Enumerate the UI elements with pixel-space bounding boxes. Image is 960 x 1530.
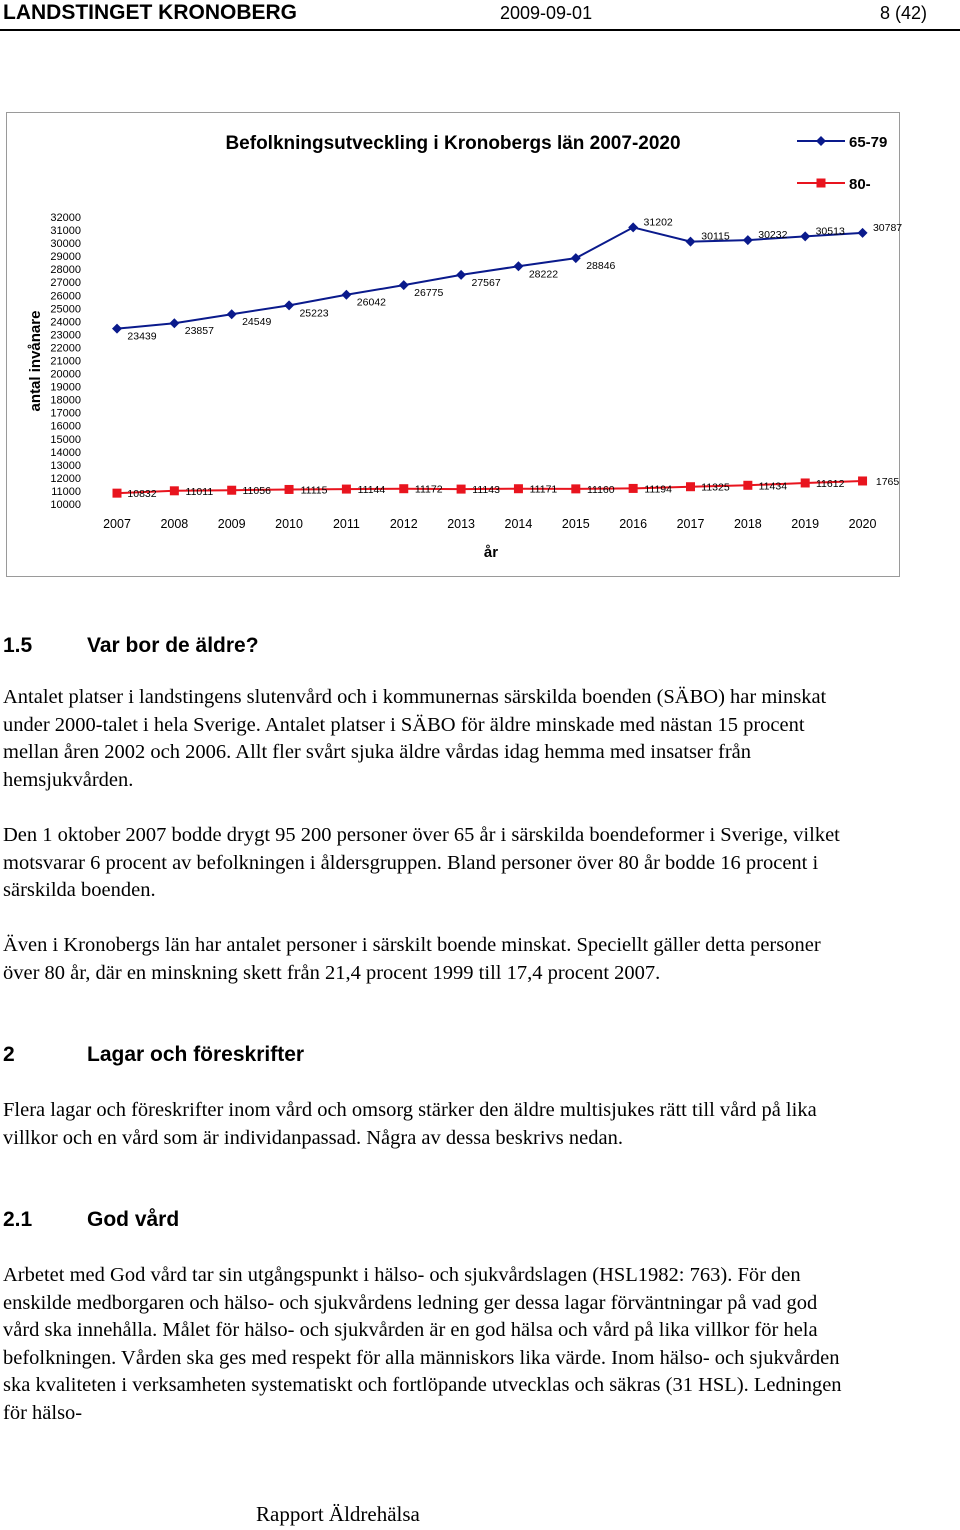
data-point-80-: [342, 485, 351, 494]
data-label: 31202: [643, 216, 673, 229]
y-tick-label: 21000: [50, 355, 81, 368]
x-axis-ticks: [103, 517, 876, 531]
data-point-65-79: [169, 318, 179, 328]
section-heading-2: [3, 1043, 304, 1067]
y-axis-title: antal invånare: [27, 310, 44, 412]
y-tick-label: 13000: [50, 459, 81, 472]
series-data-labels: [127, 216, 902, 500]
data-label: 25223: [299, 307, 329, 320]
x-tick-label: 2016: [619, 517, 648, 531]
data-label: 28846: [586, 260, 616, 273]
legend-marker-65-79: [816, 136, 826, 146]
data-point-80-: [113, 489, 122, 498]
data-label: 11325: [701, 481, 730, 494]
data-point-65-79: [800, 231, 810, 241]
data-label: 10832: [127, 488, 157, 501]
y-tick-label: 22000: [50, 342, 81, 355]
series-markers: [112, 222, 868, 497]
data-label: 11434: [758, 480, 788, 493]
y-tick-label: 19000: [50, 381, 81, 394]
x-tick-label: 2014: [504, 517, 533, 531]
data-point-80-: [629, 484, 638, 493]
page-number: 8 (42): [880, 3, 928, 23]
data-point-65-79: [858, 228, 868, 238]
y-tick-label: 18000: [50, 394, 81, 407]
data-label: 30513: [815, 225, 845, 238]
x-tick-label: 2017: [676, 517, 705, 531]
data-point-65-79: [399, 280, 409, 290]
data-label: 11194: [644, 483, 672, 496]
y-tick-label: 27000: [50, 277, 81, 290]
data-point-80-: [743, 481, 752, 490]
paragraph: Flera lagar och föreskrifter inom vård och omsorg stärker den äldre multisjukes rätt till vård på lika villkor och en vård som är individanpassad. Några av dessa beskrivs nedan.: [3, 1099, 817, 1149]
y-tick-label: 28000: [50, 264, 81, 277]
data-point-65-79: [628, 222, 638, 232]
chart-title: Befolkningsutveckling i Kronobergs län 2007-2020: [225, 133, 681, 154]
data-point-80-: [801, 478, 810, 487]
document-date: 2009-09-01: [500, 3, 593, 23]
y-tick-label: 29000: [50, 251, 81, 264]
data-label: 11612: [815, 477, 845, 490]
x-tick-label: 2007: [103, 517, 131, 531]
x-tick-label: 2009: [217, 517, 246, 531]
y-tick-label: 25000: [50, 303, 81, 316]
y-tick-label: 14000: [50, 446, 81, 459]
data-label: 1765: [875, 475, 900, 488]
data-point-80-: [227, 486, 236, 495]
y-tick-label: 12000: [50, 472, 81, 485]
data-label: 27567: [471, 276, 501, 289]
data-point-65-79: [686, 237, 696, 247]
y-tick-label: 15000: [50, 433, 81, 446]
y-tick-label: 10000: [50, 499, 81, 511]
x-tick-label: 2010: [275, 517, 303, 531]
x-tick-label: 2015: [561, 517, 590, 531]
section-heading-2-1: [3, 1208, 179, 1232]
data-point-80-: [686, 482, 695, 491]
chart-canvas: [7, 113, 903, 576]
section-title: Var bor de äldre?: [87, 634, 259, 657]
data-point-65-79: [112, 324, 122, 334]
data-label: 11172: [414, 483, 443, 496]
data-label: 28222: [528, 268, 559, 281]
header-rule: [0, 29, 960, 31]
section-number: 1.5: [3, 634, 33, 657]
data-label: 30787: [872, 221, 903, 234]
x-tick-label: 2018: [733, 517, 762, 531]
section-number: 2.1: [3, 1208, 33, 1231]
data-point-65-79: [284, 300, 294, 310]
y-tick-label: 26000: [50, 290, 81, 303]
legend-marker-80-: [817, 179, 826, 188]
x-tick-label: 2012: [389, 517, 418, 531]
data-label: 23857: [184, 325, 214, 338]
y-tick-label: 20000: [50, 368, 81, 381]
section-heading-1-5: [3, 634, 259, 658]
data-label: 11144: [357, 484, 386, 497]
paragraph: Den 1 oktober 2007 bodde drygt 95 200 personer över 65 år i särskilda boendeformer i Sverige, vilket motsvarar 6 procent av befolkningen i åldersgruppen. Bland personer över 80 år bodde 16 procent i särskilda boenden.: [3, 824, 840, 902]
data-label: 11171: [529, 483, 558, 496]
y-tick-label: 24000: [50, 316, 81, 329]
section-title: God vård: [87, 1208, 180, 1231]
data-label: 11160: [586, 483, 615, 496]
data-point-80-: [514, 484, 523, 493]
y-axis-ticks: [50, 212, 81, 511]
data-point-65-79: [513, 261, 523, 271]
data-label: 11115: [300, 484, 328, 497]
data-point-80-: [285, 485, 294, 494]
section-title: Lagar och föreskrifter: [87, 1043, 305, 1066]
data-label: 11011: [185, 485, 214, 498]
data-label: 30115: [701, 230, 730, 243]
data-label: 26775: [414, 287, 444, 300]
legend-label: 65-79: [849, 134, 888, 151]
chart-legend: [797, 134, 887, 193]
paragraph: Även i Kronobergs län har antalet personer i särskilt boende minskat. Speciellt gäller detta personer över 80 år, där en minskning skett från 21,4 procent 1999 till 17,4 procent 2007.: [3, 934, 821, 984]
data-point-65-79: [743, 235, 753, 245]
data-label: 24549: [242, 316, 272, 329]
organization-name: LANDSTINGET KRONOBERG: [3, 1, 297, 24]
data-point-65-79: [227, 309, 237, 319]
x-tick-label: 2013: [447, 517, 476, 531]
x-axis-title: år: [483, 544, 499, 561]
x-tick-label: 2019: [791, 517, 820, 531]
x-tick-label: 2020: [848, 517, 877, 531]
page-header: [0, 0, 960, 30]
y-tick-label: 32000: [50, 212, 81, 224]
y-tick-label: 17000: [50, 407, 81, 420]
data-point-80-: [858, 476, 867, 485]
population-chart: [6, 112, 903, 577]
data-label: 26042: [356, 296, 387, 309]
data-point-65-79: [341, 290, 351, 300]
data-point-80-: [457, 485, 466, 494]
footer-report-title: Rapport Äldrehälsa: [256, 1502, 420, 1526]
data-label: 30232: [758, 229, 788, 242]
y-tick-label: 16000: [50, 420, 81, 433]
data-point-65-79: [456, 270, 466, 280]
y-tick-label: 23000: [50, 329, 81, 342]
data-point-80-: [571, 484, 580, 493]
legend-label: 80-: [849, 176, 871, 193]
data-label: 23439: [127, 330, 157, 343]
y-tick-label: 30000: [50, 238, 81, 251]
y-tick-label: 31000: [50, 225, 81, 238]
data-point-80-: [399, 484, 408, 493]
section-number: 2: [3, 1043, 15, 1066]
x-tick-label: 2008: [160, 517, 189, 531]
y-tick-label: 11000: [51, 485, 81, 498]
x-tick-label: 2011: [332, 517, 360, 531]
data-label: 11056: [242, 485, 271, 498]
data-point-80-: [170, 486, 179, 495]
data-point-65-79: [571, 253, 581, 263]
paragraph: Arbetet med God vård tar sin utgångspunkt i hälso- och sjukvårdslagen (HSL1982: 763). För den enskilde medborgaren och hälso- och sjukvårdens ledning ger dessa lagar förväntningar på vad god vård ska innehålla. Målet för hälso- och sjukvården är en god hälsa och vård på lika villkor för hela befolkningen. Vården ska ges med respekt för alla människors lika värde. Inom hälso- och sjukvården ska kvaliteten i verksamheten systematiskt och fortlöpande utvecklas och säkras (31 HSL). Ledningen för hälso-: [3, 1264, 842, 1424]
data-label: 11143: [472, 484, 500, 497]
paragraph: Antalet platser i landstingens slutenvård och i kommunernas särskilda boenden (SÄBO) har minskat under 2000-talet i hela Sverige. Antalet platser i SÄBO för äldre minskade med nästan 15 procent mellan åren 2002 och 2006. Allt fler svårt sjuka äldre vårdas idag hemma med insatser från hemsjukvården.: [3, 686, 827, 791]
